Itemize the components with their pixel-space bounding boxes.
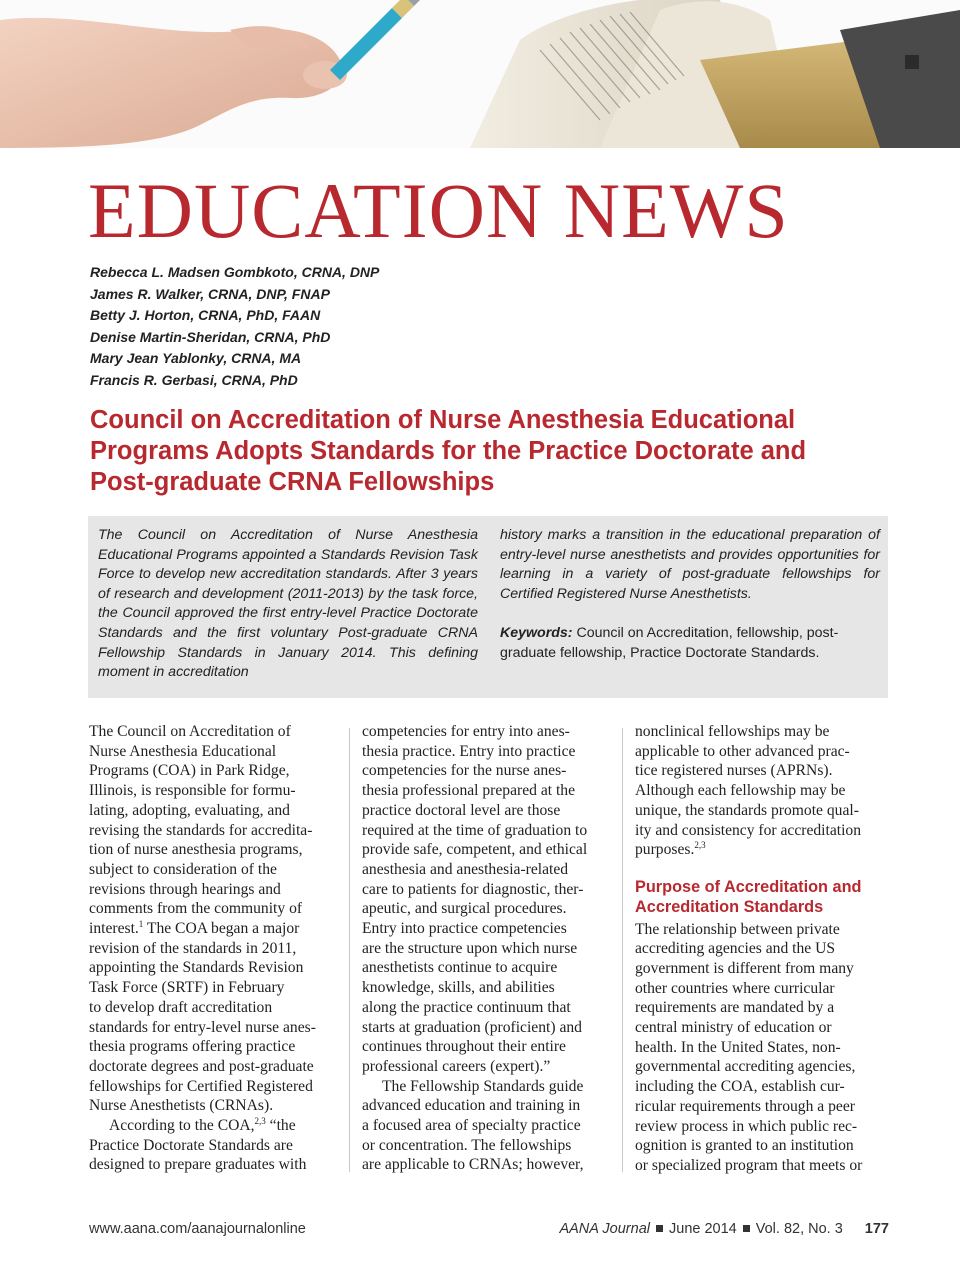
author-list <box>90 262 379 392</box>
body-line: Practice Doctorate Standards are <box>89 1136 293 1154</box>
body-line: or specialized program that meets or <box>635 1156 863 1174</box>
bullet-square-icon <box>656 1225 663 1232</box>
body-line: thesia practice. Entry into practice <box>362 742 576 760</box>
body-line: professional careers (expert).” <box>362 1057 551 1075</box>
body-line: Entry into practice competencies <box>362 920 567 938</box>
body-line: requirements are mandated by a <box>635 999 835 1017</box>
body-line: designed to prepare graduates with <box>89 1156 307 1174</box>
body-line: Programs (COA) in Park Ridge, <box>89 762 290 780</box>
body-line: appointing the Standards Revision <box>89 959 304 977</box>
body-line-with-reference <box>89 919 344 939</box>
article-title <box>90 405 910 498</box>
body-line: comments from the community of <box>89 900 303 918</box>
body-line: knowledge, skills, and abilities <box>362 979 555 997</box>
body-line: tion of nurse anesthesia programs, <box>89 841 303 859</box>
body-line: other countries where curricular <box>635 979 835 997</box>
body-line: ricular requirements through a peer <box>635 1097 855 1115</box>
abstract-text-left: The Council on Accreditation of Nurse Anesthesia Educational Programs appointed a Standards Revision Task Force to develop new accreditation standards. After 3 years of research and development (2011-2013) by the task force, the Council approved the first entry-level Practice Doctorate Standards and the first voluntary Post-graduate CRNA Fellowship Standards in January 2014. This defining moment in accreditation <box>98 527 478 681</box>
body-line: competencies for the nurse anes- <box>362 762 567 780</box>
body-line: revising the standards for accredita- <box>89 821 313 839</box>
body-text: According to the COA, <box>109 1117 255 1135</box>
issue-date: June 2014 <box>669 1221 737 1237</box>
body-line: applicable to other advanced prac- <box>635 742 850 760</box>
hand-pencil-book-illustration <box>0 0 960 148</box>
body-text: The COA began a major <box>143 920 300 938</box>
body-line: unique, the standards promote qual- <box>635 801 859 819</box>
author-name: Rebecca L. Madsen Gombkoto, CRNA, DNP <box>90 264 380 280</box>
body-line: are the structure upon which nurse <box>362 939 578 957</box>
journal-name: AANA Journal <box>559 1221 650 1237</box>
header-banner-image <box>0 0 960 148</box>
body-column-3 <box>635 722 890 1176</box>
column-divider <box>349 728 350 1172</box>
page-footer <box>89 1221 889 1243</box>
body-line: Illinois, is responsible for formu- <box>89 782 296 800</box>
body-line: The Fellowship Standards guide <box>382 1077 584 1095</box>
body-line: The Council on Accreditation of <box>89 723 291 740</box>
body-line: thesia programs offering practice <box>89 1038 296 1056</box>
body-line: Nurse Anesthesia Educational <box>89 742 277 760</box>
body-line: apeutic, and surgical procedures. <box>362 900 567 918</box>
body-line: revision of the standards in 2011, <box>89 939 297 957</box>
volume: Vol. 82, No. 3 <box>755 1221 843 1237</box>
body-line: revisions through hearings and <box>89 880 281 898</box>
keywords-label: Keywords: <box>500 625 573 642</box>
body-line: standards for entry-level nurse anes- <box>89 1018 316 1036</box>
body-line: subject to consideration of the <box>89 860 277 878</box>
body-line: thesia professional prepared at the <box>362 782 576 800</box>
body-line: anesthesia and anesthesia-related <box>362 860 569 878</box>
body-line: starts at graduation (proficient) and <box>362 1018 582 1036</box>
body-text: “the <box>265 1117 296 1135</box>
body-line: governmental accrediting agencies, <box>635 1058 856 1076</box>
body-line: health. In the United States, non- <box>635 1038 841 1056</box>
body-line: care to patients for diagnostic, ther- <box>362 880 584 898</box>
keywords-text: Council on Accreditation, fellowship, post-graduate fellowship, Practice Doctorate Standards. <box>500 625 839 661</box>
body-line: or concentration. The fellowships <box>362 1136 572 1154</box>
journal-url-link[interactable]: www.aana.com/aanajournalonline <box>89 1221 306 1237</box>
body-line: fellowships for Certified Registered <box>89 1077 313 1095</box>
author-name: Denise Martin-Sheridan, CRNA, PhD <box>90 328 331 345</box>
body-line: advanced education and training in <box>362 1097 581 1115</box>
body-line: practice doctoral level are those <box>362 801 561 819</box>
body-line: central ministry of education or <box>635 1019 832 1037</box>
journal-citation <box>559 1221 889 1237</box>
body-line: to develop draft accreditation <box>89 998 273 1016</box>
body-line: Nurse Anesthetists (CRNAs). <box>89 1097 274 1115</box>
body-line: required at the time of graduation to <box>362 821 588 839</box>
reference-superscript: 2,3 <box>254 1115 266 1126</box>
body-line: along the practice continuum that <box>362 998 571 1016</box>
body-line: Although each fellowship may be <box>635 782 846 800</box>
abstract-box <box>88 516 888 698</box>
article-title-line: Programs Adopts Standards for the Practice Doctorate and <box>90 437 807 465</box>
section-heading <box>635 878 890 918</box>
body-line: provide safe, competent, and ethical <box>362 841 588 859</box>
body-column-1 <box>89 722 344 1175</box>
section-heading-line: Purpose of Accreditation and <box>635 877 862 896</box>
author-name: Francis R. Gerbasi, CRNA, PhD <box>90 371 298 388</box>
article-title-line: Council on Accreditation of Nurse Anesthesia Educational <box>90 406 796 434</box>
article-title-line: Post-graduate CRNA Fellowships <box>90 468 495 496</box>
author-name: Betty J. Horton, CRNA, PhD, FAAN <box>90 307 321 324</box>
body-line: including the COA, establish cur- <box>635 1078 845 1096</box>
body-line: lating, adopting, evaluating, and <box>89 801 290 819</box>
body-line: continues throughout their entire <box>362 1038 566 1056</box>
body-line: The relationship between private <box>635 920 840 938</box>
body-line: competencies for entry into anes- <box>362 723 570 740</box>
body-line-with-reference <box>635 840 890 860</box>
page-number: 177 <box>864 1221 889 1237</box>
body-text: interest. <box>89 920 139 938</box>
body-line-with-reference <box>89 1116 344 1136</box>
body-column-2 <box>362 722 617 1175</box>
abstract-text-right: history marks a transition in the educational preparation of entry-level nurse anesthetists and provides opportunities for learning in a variety of post-graduate fellowships for Certified Registered Nurse Anesthetists. <box>500 527 880 602</box>
body-line: government is different from many <box>635 959 854 977</box>
author-name: Mary Jean Yablonky, CRNA, MA <box>90 350 302 367</box>
body-line: nonclinical fellowships may be <box>635 723 830 740</box>
body-line: anesthetists continue to acquire <box>362 959 558 977</box>
body-line: a focused area of specialty practice <box>362 1117 581 1135</box>
bullet-square-icon <box>743 1225 750 1232</box>
body-line: review process in which public rec- <box>635 1117 858 1135</box>
abstract-right-column <box>500 526 880 664</box>
section-heading-line: Accreditation Standards <box>635 897 824 916</box>
body-line: are applicable to CRNAs; however, <box>362 1156 584 1174</box>
body-line: tice registered nurses (APRNs). <box>635 762 833 780</box>
body-line: accrediting agencies and the US <box>635 940 836 958</box>
section-title: EDUCATION NEWS <box>88 167 789 254</box>
body-line: Task Force (SRTF) in February <box>89 979 285 997</box>
keywords <box>500 624 880 663</box>
author-name: James R. Walker, CRNA, DNP, FNAP <box>90 285 330 302</box>
body-line: ity and consistency for accreditation <box>635 821 862 839</box>
body-text: purposes. <box>635 841 695 859</box>
body-line: ognition is granted to an institution <box>635 1137 854 1155</box>
column-divider <box>622 728 623 1172</box>
reference-superscript: 1 <box>138 918 144 929</box>
reference-superscript: 2,3 <box>694 840 706 851</box>
body-line: doctorate degrees and post-graduate <box>89 1057 314 1075</box>
